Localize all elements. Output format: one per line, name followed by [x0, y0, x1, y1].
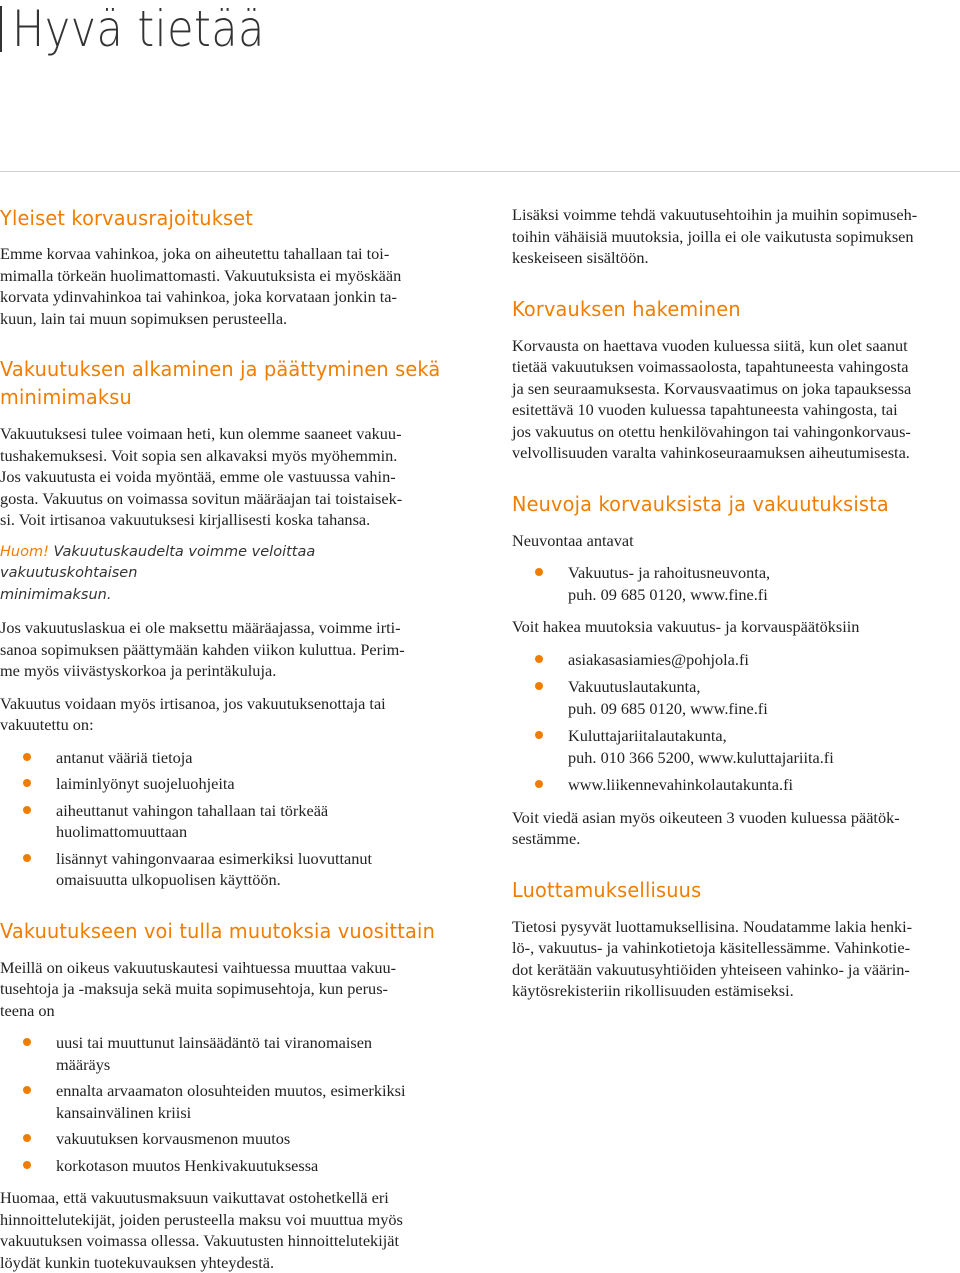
claims-text — [512, 335, 960, 464]
list-item-text: ennalta arvaamaton olosuhteiden muutos, esimerkiksi — [56, 1081, 406, 1100]
text-line: esitettävä 10 vuoden kuluessa tapahtuneesta vahingosta, tai — [512, 400, 898, 419]
list-item-text: vakuutuksen korvausmenon muutos — [56, 1129, 291, 1148]
text-line: Korvausta on haettava vuoden kuluessa siitä, kun olet saanut — [512, 335, 908, 355]
section-heading-general-limits: Yleiset korvausrajoitukset — [0, 206, 254, 230]
page-title: Hyvä tietää — [12, 0, 265, 58]
text-line: Emme korvaa vahinkoa, joka on aiheutettu tahallaan tai toi- — [0, 244, 390, 263]
list-item — [512, 562, 960, 605]
bullet-icon — [23, 779, 31, 787]
text-line: sestämme. — [512, 829, 581, 848]
text-line: si. Voit irtisanoa vakuutuksesi kirjallisesti koska tahansa. — [0, 510, 371, 529]
list-item — [0, 1032, 448, 1075]
list-item-text: määräys — [56, 1054, 111, 1074]
list-item-text: lisännyt vahingonvaaraa esimerkiksi luovuttanut — [56, 848, 373, 868]
text-line: jos vakuutus on otettu henkilövahingon tai vahingonkorvaus- — [512, 421, 911, 441]
list-item — [512, 725, 960, 768]
bullet-icon — [23, 1161, 31, 1169]
list-item — [0, 1080, 448, 1123]
list-item-text: Kuluttajariitalautakunta, — [568, 726, 727, 745]
list-item-text: uusi tai muuttunut lainsäädäntö tai viranomaisen — [56, 1033, 373, 1052]
minor-changes-text — [512, 204, 960, 269]
text-line: Vakuutus voidaan myös irtisanoa, jos vakuutuksenottaja tai — [0, 693, 386, 713]
text-line: ja sen seuraamuksesta. Korvausvaatimus on joka tapauksessa — [512, 378, 912, 398]
confidentiality-text — [512, 916, 960, 1002]
text-line: keskeiseen sisältöön. — [512, 248, 649, 267]
bullet-icon — [23, 854, 31, 862]
text-line: dot kerätään vakuutusyhtiöiden yhteiseen vahinko- ja väärin- — [512, 959, 910, 979]
list-item — [0, 747, 448, 769]
court-text — [512, 807, 960, 850]
text-line: Lisäksi voimme tehdä vakuutusehtoihin ja muihin sopimuseh- — [512, 205, 918, 224]
text-line: löydät kunkin tuotekuvauksen yhteydestä. — [0, 1252, 275, 1272]
list-item — [0, 800, 448, 843]
text-line: tusehtoja ja -maksuja sekä muita sopimusehtoja, kun perus- — [0, 979, 388, 998]
bullet-icon — [535, 780, 543, 788]
annual-changes-text — [0, 957, 448, 1022]
advice-intro: Neuvontaa antavat — [512, 530, 634, 550]
list-item — [0, 1128, 448, 1150]
text-line: Meillä on oikeus vakuutuskautesi vaihtuessa muuttaa vakuu- — [0, 957, 397, 977]
text-line: tietää vakuutuksen voimassaolosta, tapahtuneesta vahingosta — [512, 357, 909, 376]
header-divider — [0, 171, 960, 172]
text-line: tushakemuksesi. Voit sopia sen alkavaksi myös myöhemmin. — [0, 445, 398, 465]
text-line: Vakuutuksen alkaminen ja päättyminen sekä — [0, 357, 441, 381]
note-text-line2: minimimaksun. — [0, 586, 112, 603]
note-minimum-fee — [0, 542, 448, 607]
bullet-icon — [535, 731, 543, 739]
bullet-icon — [535, 682, 543, 690]
text-line: sanoa sopimuksen päättymään kahden viikon kuluttua. Perim- — [0, 639, 405, 659]
section-heading-advice: Neuvoja korvauksista ja vakuutuksista — [512, 491, 889, 516]
text-line: mimalla törkeän huolimattomasti. Vakuutuksista ei myöskään — [0, 265, 402, 285]
text-line: Jos vakuutuslaskua ei ole maksettu määräajassa, voimme irti- — [0, 618, 401, 637]
text-line: velvollisuuden varalta vahinkoseuraamuksen aiheutumisesta. — [512, 443, 910, 462]
text-line: toihin vähäisiä muutoksia, joilla ei ole vaikutusta sopimuksen — [512, 226, 914, 246]
bullet-icon — [23, 1134, 31, 1142]
list-item — [0, 1155, 448, 1177]
list-item-text: puh. 010 366 5200, www.kuluttajariita.fi — [568, 747, 834, 767]
termination-reasons-list — [0, 747, 448, 891]
start-end-text — [0, 423, 448, 531]
list-item-text: puh. 09 685 0120, www.fine.fi — [568, 698, 768, 718]
text-line: korvata ydinvahinkoa tai vahinkoa, joka korvataan jonkin ta- — [0, 287, 397, 306]
text-line: Tietosi pysyvät luottamuksellisina. Noudatamme lakia henki- — [512, 916, 913, 936]
text-line: gosta. Vakuutus on voimassa sovitun määräajan tai toistaisek- — [0, 488, 403, 508]
text-line: lö-, vakuutus- ja vahinkotietoja käsitellessämme. Vahinkotie- — [512, 938, 911, 957]
bullet-icon — [23, 806, 31, 814]
bullet-icon — [23, 1038, 31, 1046]
text-line: minimimaksu — [0, 385, 132, 409]
text-line: Jos vakuutusta ei voida myöntää, emme ole vastuussa vahin- — [0, 467, 396, 486]
text-line: Voit viedä asian myös oikeuteen 3 vuoden kuluessa päätök- — [512, 807, 900, 827]
list-item — [512, 649, 960, 671]
termination-intro — [0, 693, 448, 736]
list-item-text: www.liikennevahinkolautakunta.fi — [568, 775, 794, 794]
text-line: teena on — [0, 1000, 55, 1020]
list-item-text: omaisuutta ulkopuolisen käyttöön. — [56, 870, 281, 889]
list-item-text: huolimattomuuttaan — [56, 822, 188, 841]
list-item-text: Vakuutus- ja rahoitusneuvonta, — [568, 563, 771, 582]
list-item-text: aiheuttanut vahingon tahallaan tai törkeää — [56, 800, 329, 820]
section-heading-annual-changes: Vakuutukseen voi tulla muutoksia vuosittain — [0, 918, 435, 943]
text-line: käytösrekisteriin rikollisuuden estämiseksi. — [512, 981, 794, 1000]
list-item — [512, 774, 960, 796]
text-line: hinnoittelutekijät, joiden perusteella maksu voi muuttua myös — [0, 1209, 403, 1229]
list-item-text: laiminlyönyt suojeluohjeita — [56, 774, 235, 793]
text-line: me myös viivästyskorkoa ja perintäkuluja. — [0, 661, 277, 680]
section-heading-start-end — [0, 355, 451, 411]
appeal-intro: Voit hakea muutoksia vakuutus- ja korvauspäätöksiin — [512, 617, 860, 636]
list-item-text: antanut vääriä tietoja — [56, 747, 193, 767]
left-column — [0, 204, 448, 1273]
unpaid-invoice-text — [0, 617, 448, 682]
section-heading-confidentiality: Luottamuksellisuus — [512, 877, 702, 902]
general-limits-text — [0, 243, 448, 329]
title-accent-bar — [0, 6, 2, 52]
list-item-text: kansainvälinen kriisi — [56, 1102, 192, 1122]
text-line: Huomaa, että vakuutusmaksuun vaikuttavat ostohetkellä eri — [0, 1188, 389, 1207]
list-item-text: Vakuutuslautakunta, — [568, 677, 701, 696]
text-line: vakuutettu on: — [0, 715, 94, 734]
bullet-icon — [535, 568, 543, 576]
change-grounds-list — [0, 1032, 448, 1176]
text-line: Vakuutuksesi tulee voimaan heti, kun olemme saaneet vakuu- — [0, 424, 402, 443]
list-item-text: korkotason muutos Henkivakuutuksessa — [56, 1155, 319, 1175]
bullet-icon — [23, 1086, 31, 1094]
bullet-icon — [535, 655, 543, 663]
appeal-bodies-list — [512, 649, 960, 796]
note-label: Huom! — [0, 543, 49, 560]
pricing-factors-text — [0, 1187, 448, 1273]
section-heading-claims: Korvauksen hakeminen — [512, 296, 741, 321]
right-column — [512, 204, 960, 1002]
list-item — [0, 848, 448, 891]
text-line: kuun, lain tai muun sopimuksen perusteella. — [0, 308, 288, 328]
advice-providers-list — [512, 562, 960, 605]
list-item — [0, 773, 448, 795]
note-text: Vakuutuskaudelta voimme veloittaa vakuutuskohtaisen — [0, 543, 316, 581]
list-item — [512, 676, 960, 719]
text-line: vakuutuksen voimassa ollessa. Vakuutusten hinnoittelutekijät — [0, 1231, 399, 1250]
bullet-icon — [23, 753, 31, 761]
list-item-text: asiakasasiamies@pohjola.fi — [568, 649, 749, 669]
list-item-text: puh. 09 685 0120, www.fine.fi — [568, 584, 768, 604]
